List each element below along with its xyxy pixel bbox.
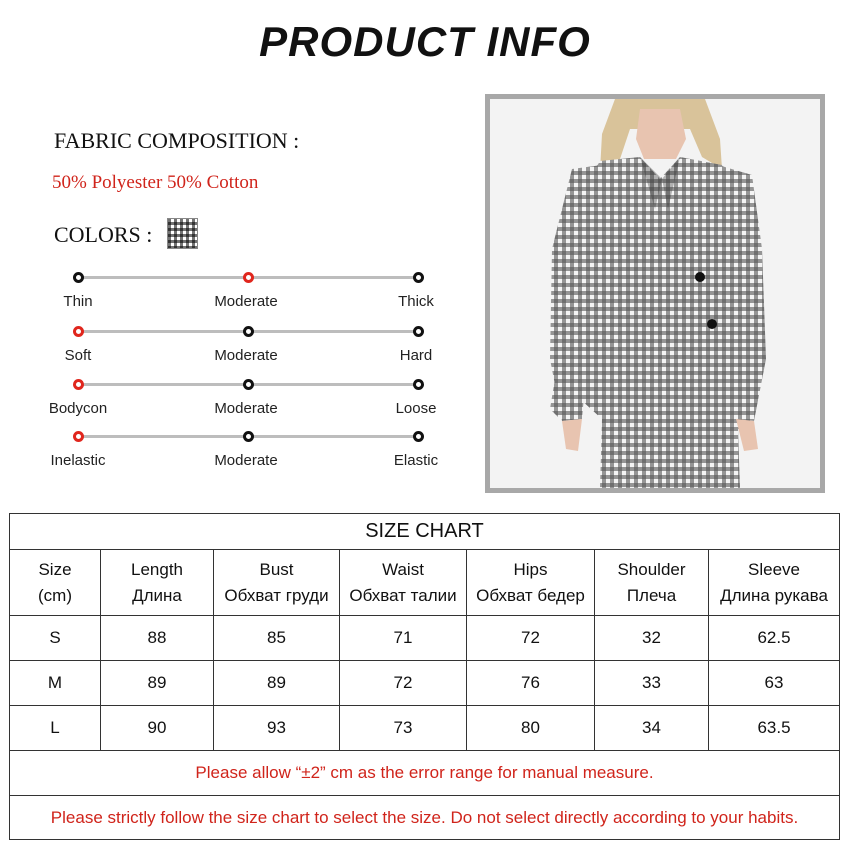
scale-dot-right	[413, 272, 424, 283]
colors-label: COLORS :	[54, 222, 153, 247]
softness-scale	[40, 326, 460, 366]
scale-label-middle: Moderate	[214, 400, 278, 417]
cell-size: L	[10, 706, 101, 751]
cell-length: 90	[101, 706, 214, 751]
cell-shoulder: 32	[595, 616, 709, 661]
size-chart-header-row	[10, 550, 840, 616]
cell-bust: 85	[214, 616, 340, 661]
fit-scale	[40, 379, 460, 419]
scale-dot-right	[413, 326, 424, 337]
scale-label-left: Inelastic	[50, 452, 106, 469]
scale-label-right: Thick	[398, 293, 434, 310]
scale-dot-left-selected	[73, 379, 84, 390]
scale-label-left: Thin	[63, 293, 93, 310]
size-chart-table	[9, 513, 840, 840]
header-waist: Waist Обхват талии	[340, 550, 467, 616]
header-bust: Bust Обхват груди	[214, 550, 340, 616]
cell-waist: 71	[340, 616, 467, 661]
header-length: Length Длина	[101, 550, 214, 616]
follow-size-chart-note: Please strictly follow the size chart to select the size. Do not select directly according to your habits.	[10, 796, 840, 840]
cell-length: 88	[101, 616, 214, 661]
elasticity-scale	[40, 431, 460, 471]
cell-size: M	[10, 661, 101, 706]
scale-label-middle: Moderate	[214, 347, 278, 364]
scale-label-right: Loose	[395, 400, 437, 417]
scale-label-left: Bodycon	[48, 400, 108, 417]
scale-label-left: Soft	[64, 347, 92, 364]
cell-waist: 72	[340, 661, 467, 706]
cell-waist: 73	[340, 706, 467, 751]
scale-dot-right	[413, 379, 424, 390]
scale-dot-middle-selected	[243, 272, 254, 283]
error-range-note: Please allow “±2” cm as the error range for manual measure.	[10, 751, 840, 796]
thickness-scale	[40, 272, 460, 312]
size-chart-title: SIZE CHART	[10, 514, 840, 550]
header-hips: Hips Обхват бедер	[467, 550, 595, 616]
cell-shoulder: 33	[595, 661, 709, 706]
scale-label-right: Elastic	[393, 452, 439, 469]
table-row	[10, 706, 840, 751]
fabric-composition-label: FABRIC COMPOSITION :	[54, 128, 300, 153]
header-shoulder: Shoulder Плеча	[595, 550, 709, 616]
cell-hips: 76	[467, 661, 595, 706]
product-photo-frame	[485, 94, 825, 493]
cell-hips: 80	[467, 706, 595, 751]
cell-bust: 93	[214, 706, 340, 751]
scale-dot-middle	[243, 379, 254, 390]
scale-dot-middle	[243, 431, 254, 442]
fabric-composition-value: 50% Polyester 50% Cotton	[52, 172, 259, 193]
scale-dot-left-selected	[73, 431, 84, 442]
scale-label-middle: Moderate	[214, 293, 278, 310]
cell-hips: 72	[467, 616, 595, 661]
header-sleeve: Sleeve Длина рукава	[709, 550, 840, 616]
cell-shoulder: 34	[595, 706, 709, 751]
cell-length: 89	[101, 661, 214, 706]
product-photo[interactable]	[490, 99, 820, 488]
page-title: PRODUCT INFO	[259, 18, 591, 65]
cell-size: S	[10, 616, 101, 661]
scale-dot-left	[73, 272, 84, 283]
scale-label-right: Hard	[399, 347, 433, 364]
table-row	[10, 616, 840, 661]
table-row	[10, 661, 840, 706]
cell-bust: 89	[214, 661, 340, 706]
scale-dot-left-selected	[73, 326, 84, 337]
cell-sleeve: 63.5	[709, 706, 840, 751]
cell-sleeve: 62.5	[709, 616, 840, 661]
scale-label-middle: Moderate	[214, 452, 278, 469]
cell-sleeve: 63	[709, 661, 840, 706]
gingham-color-swatch[interactable]	[167, 218, 198, 249]
scale-dot-middle	[243, 326, 254, 337]
header-size: Size (cm)	[10, 550, 101, 616]
scale-dot-right	[413, 431, 424, 442]
model-dress-illustration	[490, 99, 820, 488]
